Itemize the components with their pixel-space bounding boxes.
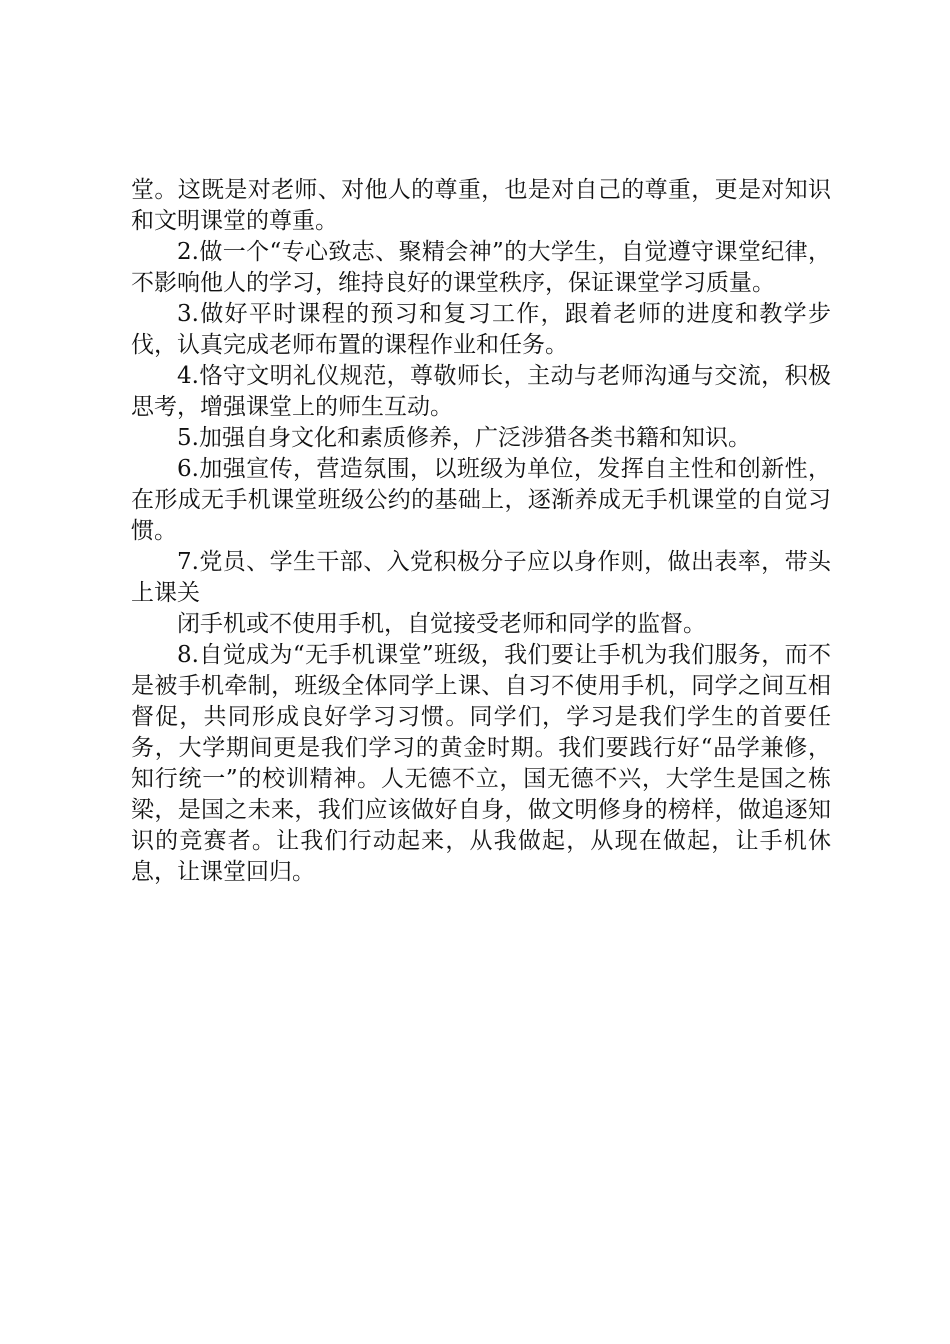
paragraph-continuation: 堂。这既是对老师、对他人的尊重，也是对自己的尊重，更是对知识和文明课堂的尊重。	[131, 177, 831, 234]
paragraph-item-8: 8.自觉成为“无手机课堂”班级，我们要让手机为我们服务，而不是被手机牵制，班级全体同学上课、自习不使用手机，同学之间互相督促，共同形成良好学习习惯。同学们，学习是我们学生的首要任务，大学期间更是我们学习的黄金时期。我们要践行好“品学兼修，知行统一”的校训精神。人无德不立，国无德不兴，大学生是国之栋梁，是国之未来，我们应该做好自身，做文明修身的榜样，做追逐知识的竞赛者。让我们行动起来，从我做起，从现在做起，让手机休息，让课堂回归。	[131, 642, 831, 885]
paragraph-item-2: 2.做一个“专心致志、聚精会神”的大学生，自觉遵守课堂纪律，不影响他人的学习，维持良好的课堂秩序，保证课堂学习质量。	[131, 239, 831, 296]
document-body	[131, 175, 831, 888]
paragraph-item-7: 7.党员、学生干部、入党积极分子应以身作则，做出表率，带头上课关	[131, 549, 831, 606]
paragraph-item-5: 5.加强自身文化和素质修养，广泛涉猎各类书籍和知识。	[177, 425, 751, 451]
paragraph-item-3: 3.做好平时课程的预习和复习工作，跟着老师的进度和教学步伐，认真完成老师布置的课程作业和任务。	[131, 301, 831, 358]
paragraph-item-7-continued: 闭手机或不使用手机，自觉接受老师和同学的监督。	[177, 611, 706, 637]
paragraph-item-6: 6.加强宣传，营造氛围，以班级为单位，发挥自主性和创新性，在形成无手机课堂班级公约的基础上，逐渐养成无手机课堂的自觉习惯。	[131, 456, 831, 544]
paragraph-item-4: 4.恪守文明礼仪规范，尊敬师长，主动与老师沟通与交流，积极思考，增强课堂上的师生互动。	[131, 363, 831, 420]
